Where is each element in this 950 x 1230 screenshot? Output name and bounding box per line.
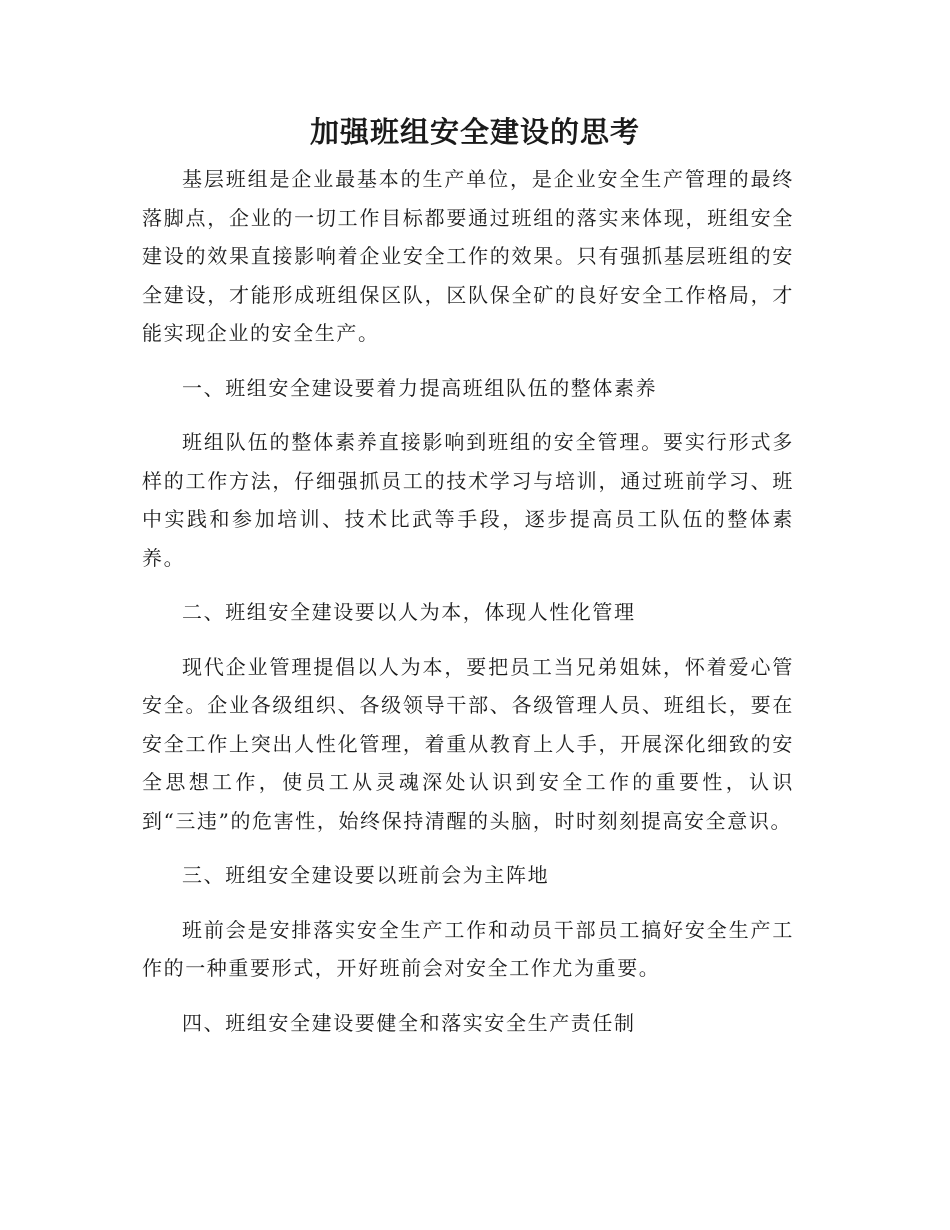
document-body bbox=[142, 160, 794, 1058]
section-heading-1: 一、班组安全建设要着力提高班组队伍的整体素养 bbox=[182, 375, 658, 400]
paragraph-section-2: 现代企业管理提倡以人为本，要把员工当兄弟姐妹，怀着爱心管安全。企业各级组织、各级领导干部、各级管理人员、班组长，要在安全工作上突出人性化管理，着重从教育上人手，开展深化细致的安全思想工作，使员工从灵魂深处认识到安全工作的重要性，认识到“三违”的危害性，始终保持清醒的头脑，时时刻刻提高安全意识。 bbox=[142, 654, 794, 833]
paragraph-section-3: 班前会是安排落实安全生产工作和动员干部员工搞好安全生产工作的一种重要形式，开好班前会对安全工作尤为重要。 bbox=[142, 917, 794, 980]
paragraph-section-1: 班组队伍的整体素养直接影响到班组的安全管理。要实行形式多样的工作方法，仔细强抓员工的技术学习与培训，通过班前学习、班中实践和参加培训、技术比武等手段，逐步提高员工队伍的整体素养。 bbox=[142, 430, 794, 570]
section-heading-2: 二、班组安全建设要以人为本，体现人性化管理 bbox=[182, 600, 636, 624]
section-heading-3: 三、班组安全建设要以班前会为主阵地 bbox=[182, 863, 550, 887]
paragraph-intro: 基层班组是企业最基本的生产单位，是企业安全生产管理的最终落脚点，企业的一切工作目标都要通过班组的落实来体现，班组安全建设的效果直接影响着企业安全工作的效果。只有强抓基层班组的安全建设，才能形成班组保区队，区队保全矿的良好安全工作格局，才能实现企业的安全生产。 bbox=[142, 167, 794, 345]
section-heading-4: 四、班组安全建设要健全和落实安全生产责任制 bbox=[182, 1010, 636, 1035]
document-title: 加强班组安全建设的思考 bbox=[309, 115, 640, 149]
